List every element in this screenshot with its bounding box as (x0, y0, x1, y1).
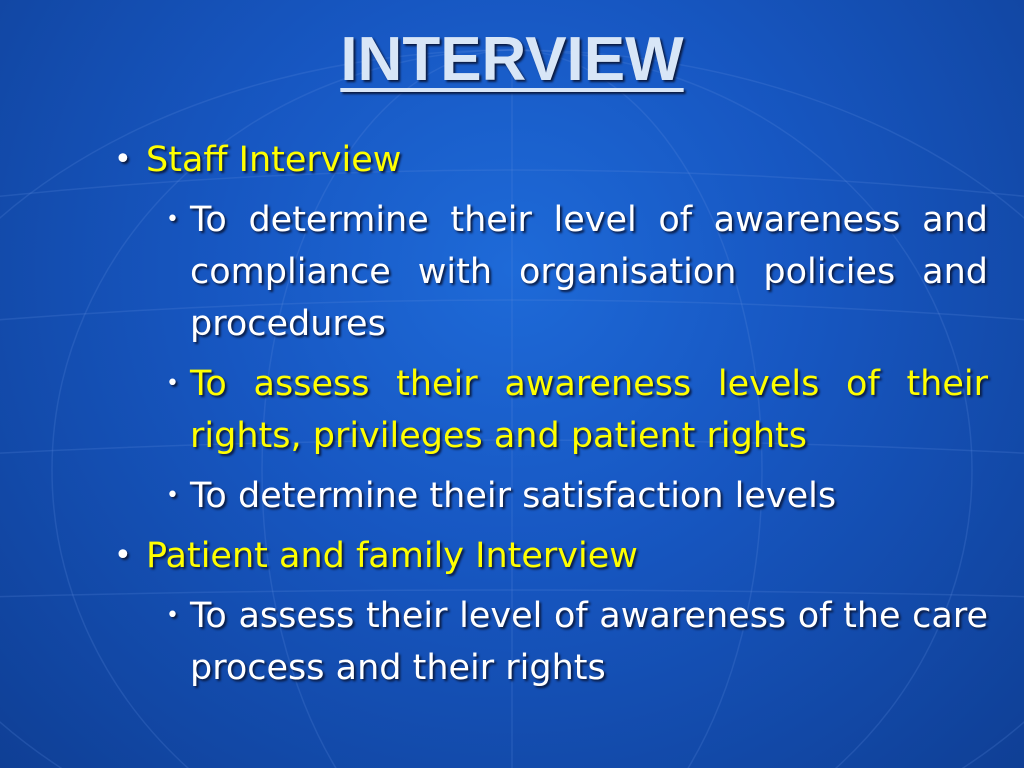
list-item (156, 358, 988, 462)
slide-content (112, 134, 988, 702)
section-staff-interview (112, 134, 988, 186)
list-item (156, 194, 988, 350)
list-item-text: To assess their awareness levels of their rights, privileges and patient rights (190, 364, 988, 456)
bullet-icon: • (114, 142, 132, 177)
bullet-icon: • (114, 538, 132, 573)
bullet-icon: • (166, 371, 179, 396)
bullet-icon: • (166, 603, 179, 628)
bullet-icon: • (166, 483, 179, 508)
bullet-icon: • (166, 207, 179, 232)
list-item (156, 590, 988, 694)
section-patient-family-interview (112, 530, 988, 582)
section-heading: Staff Interview (146, 140, 402, 180)
section-heading: Patient and family Interview (146, 536, 638, 576)
list-item-text: To determine their level of awareness and compliance with organisation policies and procedures (190, 200, 988, 344)
list-item (156, 470, 988, 522)
list-item-text: To assess their level of awareness of the care process and their rights (190, 596, 988, 688)
slide-title: INTERVIEW (340, 25, 684, 94)
list-item-text: To determine their satisfaction levels (190, 476, 837, 516)
